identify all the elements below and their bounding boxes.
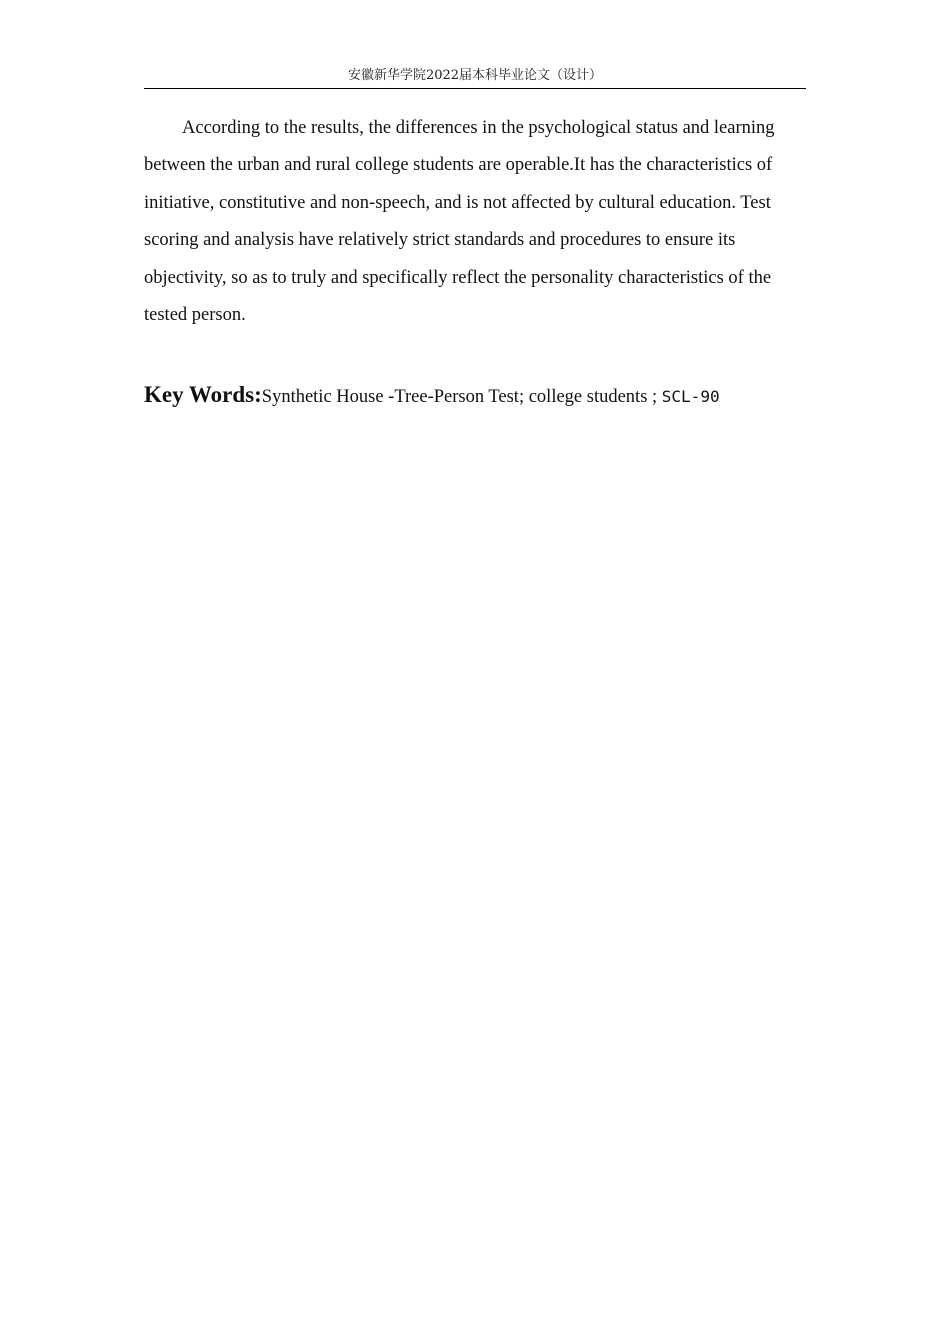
- keywords-code: SCL-90: [661, 387, 720, 406]
- page-header: [144, 66, 806, 89]
- abstract-paragraph: According to the results, the differences in the psychological status and learning between the urban and rural college students are operable.It has the characteristics of initiative, constitutive and non-speech, and is not affected by cultural education. Test scoring and analysis have relatively strict standards and procedures to ensure its objectivity, so as to truly and specifically reflect the personality characteristics of the tested person.: [144, 118, 775, 326]
- keywords-line: [144, 382, 806, 408]
- header-title: 安徽新华学院2022届本科毕业论文（设计）: [347, 68, 603, 83]
- keywords-text: Synthetic House -Tree-Person Test; college students ;: [261, 387, 662, 407]
- keywords-label: Key Words:: [144, 382, 262, 407]
